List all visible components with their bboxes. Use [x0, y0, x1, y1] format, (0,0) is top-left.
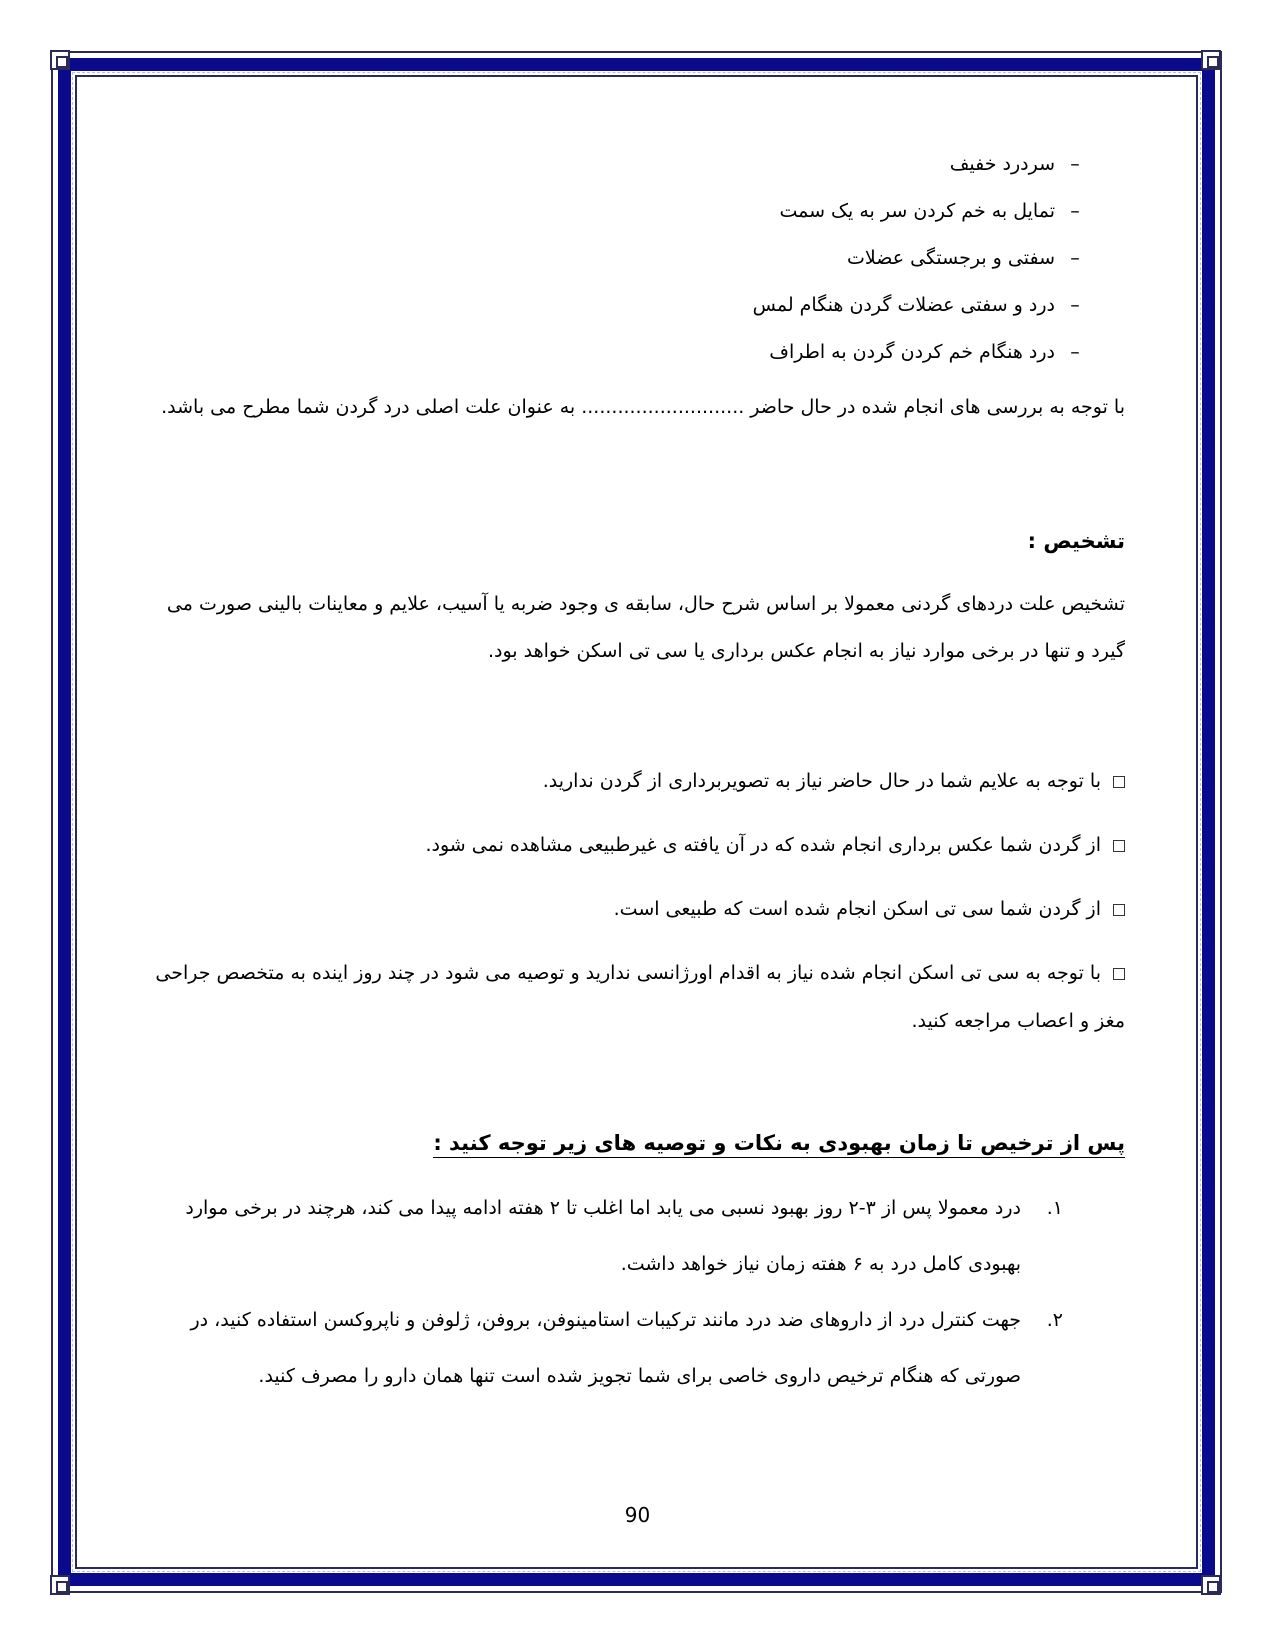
tips-heading: پس از ترخیص تا زمان بهبودی به نکات و توصیه های زیر توجه کنید : — [433, 1131, 1125, 1158]
item-number: ۲. — [1046, 1309, 1063, 1331]
list-item — [150, 281, 1095, 328]
dash-bullet: – — [1070, 152, 1080, 175]
item-text: جهت کنترل درد از داروهای ضد درد مانند ترکیبات استامینوفن، بروفن، ژلوفن و ناپروکسن استفاده کنید، در صورتی که هنگام ترخیص داروی خاصی برای شما تجویز شده است تنها همان دارو را مصرف کنید. — [190, 1309, 1021, 1387]
dash-bullet: – — [1070, 199, 1080, 222]
item-number: ۱. — [1046, 1197, 1063, 1219]
corner-ornament — [50, 1575, 70, 1595]
checkbox-label: از گردن شما عکس برداری انجام شده که در آن یافته ی غیرطبیعی مشاهده نمی شود. — [425, 834, 1101, 856]
symptom-text: سردرد خفیف — [949, 152, 1055, 175]
symptom-text: درد هنگام خم کردن گردن به اطراف — [769, 340, 1055, 363]
list-item — [150, 234, 1095, 281]
checkbox-option[interactable] — [150, 949, 1125, 1045]
list-item — [150, 187, 1095, 234]
diagnosis-paragraph: تشخیص علت دردهای گردنی معمولا بر اساس شرح حال، سابقه ی وجود ضربه یا آسیب، علایم و معاینات بالینی صورت می گیرد و تنها در برخی موارد نیاز به انجام عکس برداری یا سی تی اسکن خواهد بود. — [166, 593, 1125, 662]
checkbox-option[interactable] — [150, 821, 1125, 869]
symptom-text: درد و سفتی عضلات گردن هنگام لمس — [752, 293, 1055, 316]
checkbox-option[interactable] — [150, 885, 1125, 933]
list-item — [150, 1180, 1063, 1292]
diagnosis-heading: تشخیص : — [1027, 529, 1125, 553]
corner-ornament — [50, 50, 70, 70]
checkbox-label: از گردن شما سی تی اسکن انجام شده است که طبیعی است. — [613, 898, 1101, 920]
checkbox-label: با توجه به سی تی اسکن انجام شده نیاز به اقدام اورژانسی ندارید و توصیه می شود در چند روز اینده به متخصص جراحی مغز و اعصاب مراجعه کنید. — [155, 962, 1125, 1032]
checkbox-icon[interactable] — [1113, 840, 1125, 852]
tips-list — [150, 1180, 1125, 1404]
corner-ornament — [1201, 50, 1221, 70]
imaging-options — [150, 757, 1125, 1045]
checkbox-icon[interactable] — [1113, 904, 1125, 916]
checkbox-icon[interactable] — [1113, 968, 1125, 980]
list-item — [150, 1292, 1063, 1404]
symptom-list — [150, 140, 1125, 375]
list-item — [150, 140, 1095, 187]
document-body — [150, 140, 1125, 1404]
checkbox-label: با توجه به علایم شما در حال حاضر نیاز به تصویربرداری از گردن ندارید. — [542, 770, 1101, 792]
symptom-text: تمایل به خم کردن سر به یک سمت — [779, 199, 1055, 222]
list-item — [150, 328, 1095, 375]
dash-bullet: – — [1070, 246, 1080, 269]
corner-ornament — [1201, 1575, 1221, 1595]
dash-bullet: – — [1070, 340, 1080, 363]
checkbox-icon[interactable] — [1113, 776, 1125, 788]
dash-bullet: – — [1070, 293, 1080, 316]
symptom-text: سفتی و برجستگی عضلات — [847, 246, 1055, 269]
cause-sentence: با توجه به بررسی های انجام شده در حال حاضر ........................... به عنوان علت اصلی درد گردن شما مطرح می باشد. — [161, 396, 1125, 418]
item-text: درد معمولا پس از ۳-۲ روز بهبود نسبی می یابد اما اغلب تا ۲ هفته ادامه پیدا می کند، هرچند در برخی موارد بهبودی کامل درد به ۶ هفته زمان نیاز خواهد داشت. — [185, 1197, 1021, 1275]
checkbox-option[interactable] — [150, 757, 1125, 805]
page-number: 90 — [624, 1503, 651, 1527]
